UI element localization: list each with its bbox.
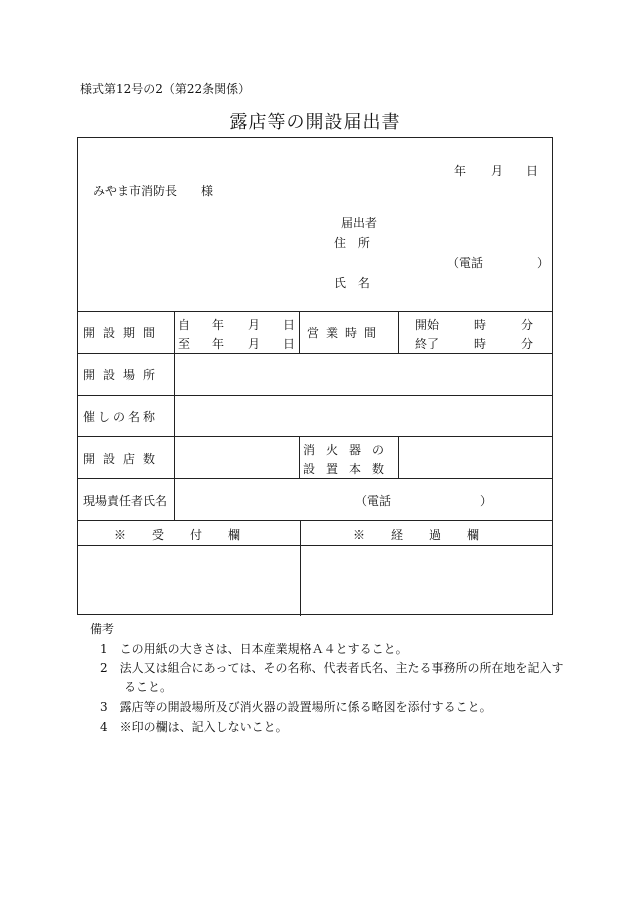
document-title: 露店等の開設届出書 — [229, 112, 401, 133]
note-4: 4 ※印の欄は、記入しないこと。 — [100, 720, 288, 734]
manager-phone-close: ） — [480, 494, 493, 508]
addressee: みやま市消防長 — [93, 184, 178, 198]
to-label: 至 — [178, 337, 191, 351]
reception-label: ※受付欄 — [114, 528, 267, 542]
note-2: 2 法人又は組合にあっては、その名称、代表者氏名、主たる事務所の所在地を記入す — [100, 661, 564, 675]
end-hour: 時 — [474, 337, 487, 351]
extinguisher-label-1: 消火器の — [303, 443, 396, 457]
from-year: 年 — [212, 318, 225, 332]
start-label: 開始 — [415, 318, 440, 332]
date-year: 年 — [454, 164, 467, 178]
note-1: 1 この用紙の大きさは、日本産業規格Ａ４とすること。 — [100, 642, 408, 656]
start-minute: 分 — [521, 318, 534, 332]
date-month: 月 — [491, 164, 504, 178]
end-minute: 分 — [521, 337, 534, 351]
phone-open: （電話 — [447, 256, 484, 270]
end-label: 終了 — [415, 337, 440, 351]
note-3: 3 露店等の開設場所及び消火器の設置場所に係る略図を添付すること。 — [100, 700, 492, 714]
applicant-label: 届出者 — [341, 216, 378, 230]
form-table — [77, 137, 553, 615]
from-day: 日 — [283, 318, 296, 332]
phone-close: ） — [537, 256, 550, 270]
event-name-label: 催しの名称 — [83, 410, 159, 424]
from-label: 自 — [178, 318, 191, 332]
note-2-cont: ること。 — [100, 680, 173, 694]
manager-label: 現場責任者氏名 — [83, 494, 168, 508]
progress-label: ※経過欄 — [353, 528, 506, 542]
to-day: 日 — [283, 337, 296, 351]
address-label: 住 所 — [334, 236, 374, 250]
extinguisher-label-2: 設置本数 — [303, 462, 396, 476]
period-label: 開設期間 — [83, 326, 164, 340]
to-year: 年 — [212, 337, 225, 351]
honorific: 様 — [201, 184, 214, 198]
from-month: 月 — [248, 318, 261, 332]
name-label: 氏 名 — [334, 276, 374, 290]
start-hour: 時 — [474, 318, 487, 332]
date-day: 日 — [526, 164, 539, 178]
form-number: 様式第12号の2（第22条関係） — [80, 82, 251, 96]
notes-heading: 備考 — [90, 622, 115, 636]
business-hours-label: 営業時間 — [307, 326, 384, 340]
manager-phone-open: （電話 — [355, 494, 392, 508]
location-label: 開設場所 — [83, 368, 164, 382]
to-month: 月 — [248, 337, 261, 351]
store-count-label: 開設店数 — [83, 452, 164, 466]
